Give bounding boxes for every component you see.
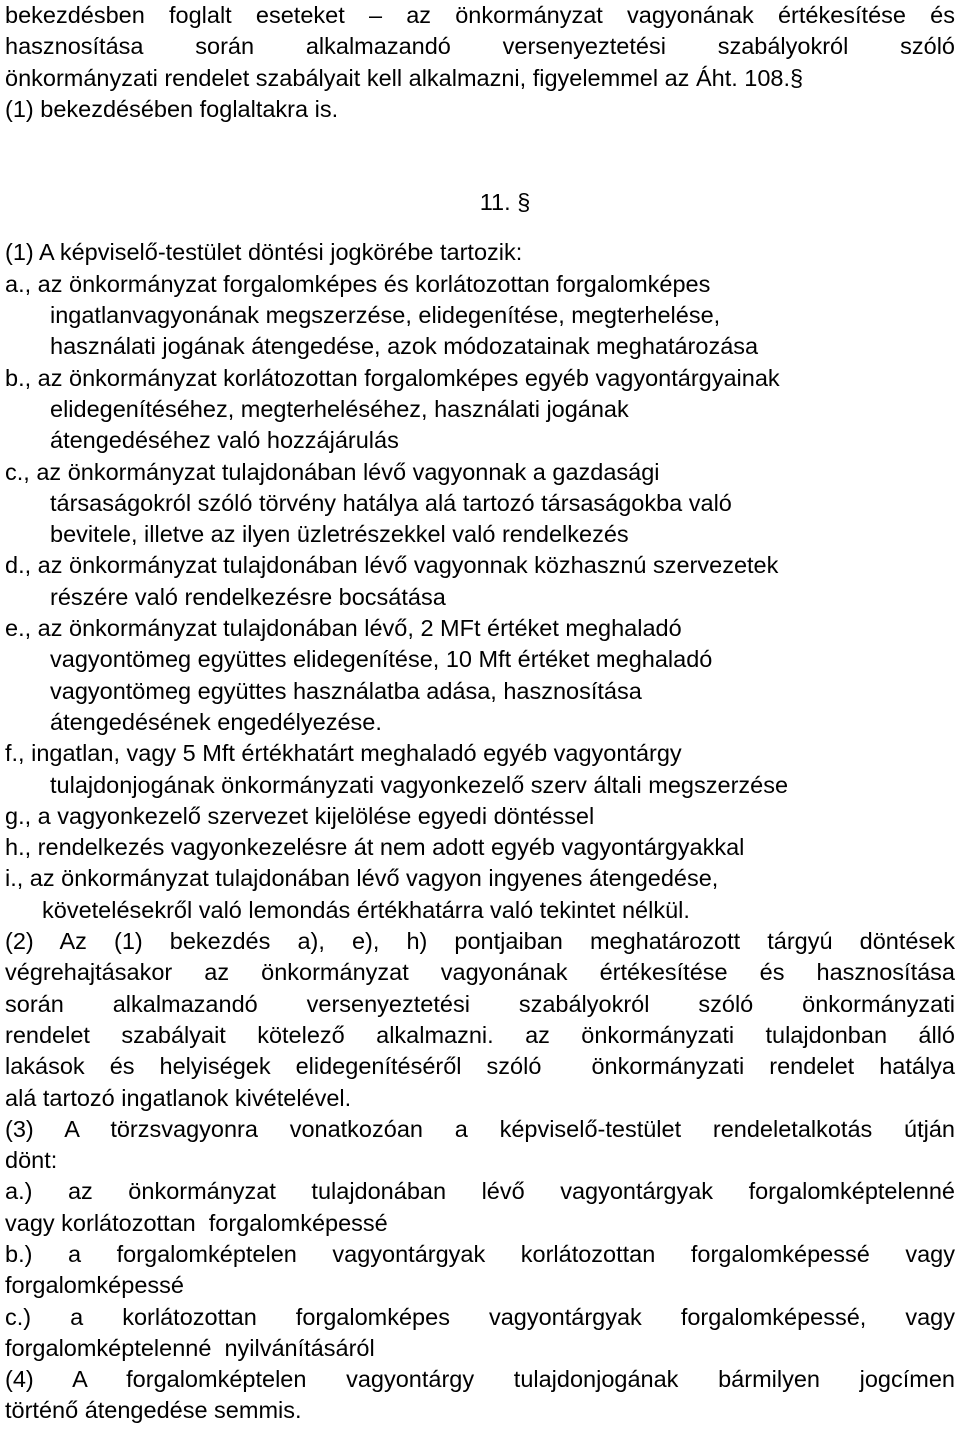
item-label: i., [5, 865, 24, 892]
item-text: , az önkormányzat forgalomképes és korlátozottan forgalomképes [24, 270, 711, 297]
item-text: vagyontömeg együttes elidegenítése, 10 Mft értéket meghaladó [50, 646, 713, 673]
section-heading: 11. § [479, 189, 531, 216]
item-text: bevitele, illetve az ilyen üzletrészekkel való rendelkezés [50, 521, 629, 548]
text-line: b.) a forgalomképtelen vagyontárgyak korlátozottan forgalomképessé vagy [5, 1240, 955, 1267]
list-item [5, 863, 955, 926]
item-text: elidegenítéséhez, megterheléséhez, használati jogának [50, 395, 629, 422]
item-text: részére való rendelkezésre bocsátása [50, 583, 446, 610]
list-item [5, 738, 955, 801]
item-text: rendelkezés vagyonkezelésre át nem adott egyéb vagyontárgyakkal [31, 834, 745, 861]
list-item [5, 363, 955, 457]
text-line: során alkalmazandó versenyeztetési szabályokról szóló önkormányzati [5, 990, 955, 1017]
item-text: vagyontömeg együttes használatba adása, hasznosítása [50, 677, 642, 704]
text-line: (2) Az (1) bekezdés a), e), h) pontjaiban meghatározott tárgyú döntések [5, 928, 955, 955]
item-label: b. [5, 364, 25, 391]
document-page [5, 0, 955, 1427]
list-item [5, 457, 955, 551]
paragraph-4 [5, 1364, 955, 1427]
item-label: g., [5, 802, 32, 829]
item-text: ingatlan, vagy 5 Mft értékhatárt meghaladó egyéb vagyontárgy [24, 740, 682, 767]
item-text: , az önkormányzat tulajdonában lévő, 2 MFt értéket meghaladó [24, 615, 682, 642]
item-label: a. [5, 270, 25, 297]
text-line: alá tartozó ingatlanok kivételével. [5, 1084, 352, 1111]
item-text: átengedésének engedélyezése. [50, 708, 382, 735]
item-text: a vagyonkezelő szervezet kijelölése egyedi döntéssel [31, 802, 595, 829]
text-line: c.) a korlátozottan forgalomképes vagyontárgyak forgalomképessé, vagy [5, 1303, 955, 1330]
list-item [5, 613, 955, 738]
item-label: f., [5, 740, 25, 767]
item-text: átengedéséhez való hozzájárulás [50, 427, 399, 454]
item-text: követelésekről való lemondás értékhatárra való tekintet nélkül. [42, 896, 690, 923]
item-text: ingatlanvagyonának megszerzése, elidegenítése, megterhelése, [50, 302, 721, 329]
paragraph-1-lead: (1) A képviselő-testület döntési jogkörébe tartozik: [5, 239, 523, 266]
list-item [5, 801, 955, 832]
text-line: (3) A törzsvagyonra vonatkozóan a képviselő-testület rendeletalkotás útján [5, 1115, 955, 1142]
item-label: h., [5, 834, 32, 861]
item-label: d. [5, 552, 25, 579]
text-line: végrehajtásakor az önkormányzat vagyonának értékesítése és hasznosítása [5, 959, 955, 986]
list-item [5, 832, 955, 863]
text-line: (4) A forgalomképtelen vagyontárgy tulajdonjogának bármilyen jogcímen [5, 1366, 955, 1393]
text-line: történő átengedése semmis. [5, 1397, 302, 1424]
item-text: használati jogának átengedése, azok módozatainak meghatározása [50, 333, 759, 360]
list-item [5, 550, 955, 613]
text-line: vagy korlátozottan forgalomképessé [5, 1209, 388, 1236]
text-line: önkormányzati rendelet szabályait kell alkalmazni, figyelemmel az Áht. 108.§ [5, 64, 804, 91]
item-text: társaságokról szóló törvény hatálya alá tartozó társaságokba való [50, 489, 732, 516]
item-text: , az önkormányzat korlátozottan forgalomképes egyéb vagyontárgyainak [24, 364, 780, 391]
list-item [5, 269, 955, 363]
item-label: c. [5, 458, 24, 485]
item-label: e. [5, 615, 25, 642]
text-line: forgalomképtelenné nyilvánításáról [5, 1334, 375, 1361]
text-line: (1) bekezdésében foglaltakra is. [5, 95, 339, 122]
item-text: , az önkormányzat tulajdonában lévő vagyonnak közhasznú szervezetek [24, 552, 779, 579]
text-line: lakások és helyiségek elidegenítéséről szóló önkormányzati rendelet hatálya [5, 1053, 955, 1080]
paragraph-3 [5, 1114, 955, 1364]
paragraph-2 [5, 926, 955, 1114]
text-line: dönt: [5, 1147, 58, 1174]
text-line: forgalomképessé [5, 1272, 184, 1299]
item-text: az önkormányzat tulajdonában lévő vagyon ingyenes átengedése, [23, 865, 719, 892]
text-line: hasznosítása során alkalmazandó versenyeztetési szabályokról szóló [5, 33, 955, 60]
text-line: a.) az önkormányzat tulajdonában lévő vagyontárgyak forgalomképtelenné [5, 1178, 955, 1205]
item-list [5, 269, 955, 926]
item-text: , az önkormányzat tulajdonában lévő vagyonnak a gazdasági [23, 458, 660, 485]
text-line: rendelet szabályait kötelező alkalmazni. az önkormányzati tulajdonban álló [5, 1021, 955, 1048]
text-line: bekezdésben foglalt eseteket – az önkormányzat vagyonának értékesítése és [5, 2, 955, 28]
item-text: tulajdonjogának önkormányzati vagyonkezelő szerv általi megszerzése [50, 771, 789, 798]
intro-paragraph [5, 0, 955, 125]
